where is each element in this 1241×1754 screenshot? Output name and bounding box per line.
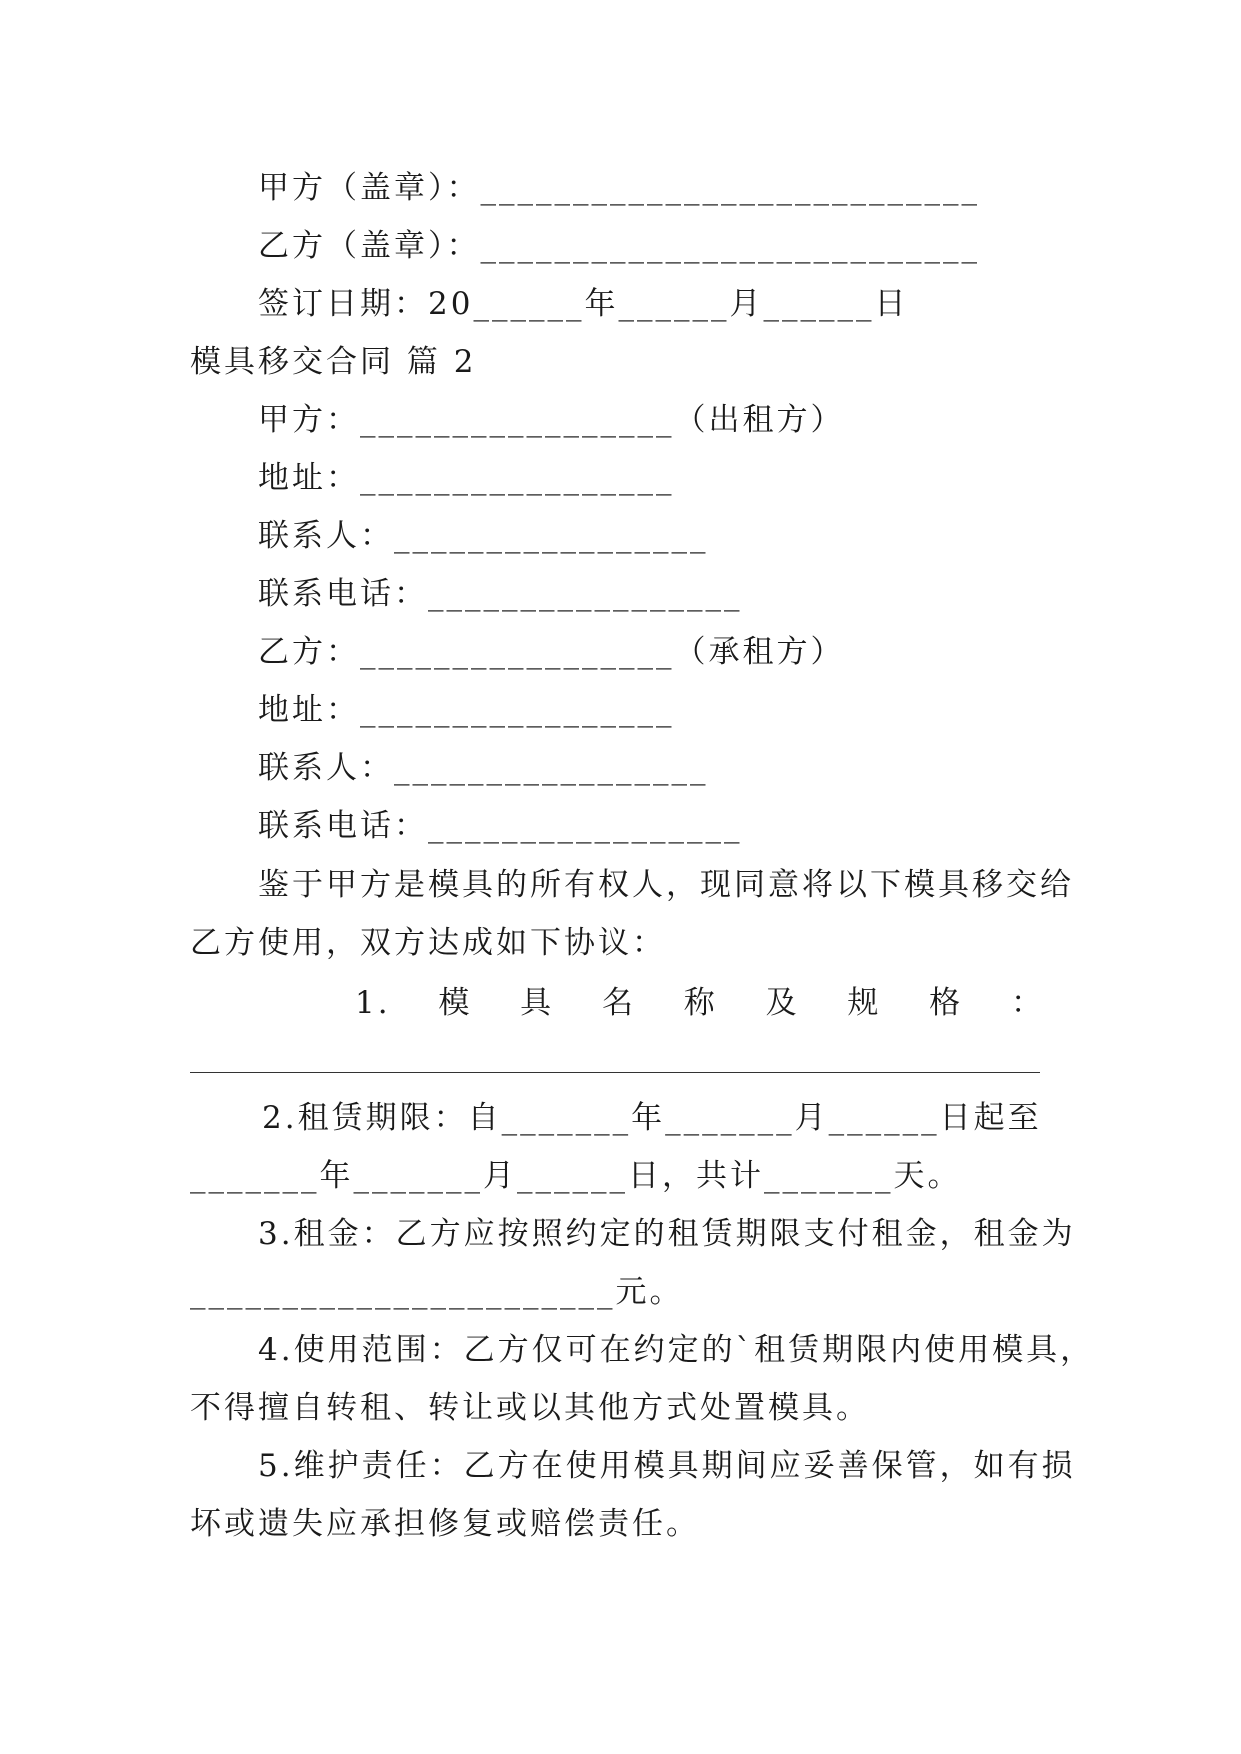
party-a-line: 甲方：_________________（出租方） (258, 402, 845, 438)
clause-1-char: 及 (765, 985, 800, 1021)
clause-4-line1: 4.使用范围：乙方仅可在约定的`租赁期限内使用模具， (258, 1332, 1095, 1368)
party-b-address: 地址：_________________ (258, 692, 675, 728)
clause-1-char: 称 (683, 985, 718, 1021)
clause-5-line1: 5.维护责任：乙方在使用模具期间应妥善保管，如有损 (258, 1448, 1076, 1484)
clause-5-line2: 坏或遗失应承担修复或赔偿责任。 (190, 1506, 700, 1542)
party-a-contact: 联系人：_________________ (258, 518, 709, 554)
party-b-contact: 联系人：_________________ (258, 750, 709, 786)
intro-paragraph-line2: 乙方使用，双方达成如下协议： (190, 925, 666, 961)
clause-3-line2: _______________________元。 (190, 1274, 684, 1310)
clause-1-char: 格 (929, 985, 964, 1021)
party-b-phone: 联系电话：_________________ (258, 808, 743, 844)
party-b-line: 乙方：_________________（承租方） (258, 634, 845, 670)
clause-1-char: 规 (847, 985, 882, 1021)
signature-party-b: 乙方（盖章）：___________________________ (258, 228, 980, 264)
clause-1-char: 模 (438, 985, 473, 1021)
clause-1-char: 名 (601, 985, 636, 1021)
clause-1-char: 具 (520, 985, 555, 1021)
clause-2-line2: _______年_______月______日，共计_______天。 (190, 1158, 962, 1194)
intro-paragraph-line1: 鉴于甲方是模具的所有权人，现同意将以下模具移交给 (258, 867, 1074, 903)
clause-1-blank-line (190, 1072, 1040, 1073)
clause-1-char: 1. (355, 985, 391, 1021)
signature-party-a: 甲方（盖章）：___________________________ (258, 170, 980, 206)
clause-1-char: ： (1010, 985, 1045, 1021)
section-title: 模具移交合同 篇 2 (190, 344, 477, 380)
party-a-address: 地址：_________________ (258, 460, 675, 496)
clause-2-line1: 2.租赁期限：自_______年_______月______日起至 (262, 1100, 1042, 1136)
signing-date: 签订日期：20______年______月______日 (258, 286, 909, 322)
clause-1-heading (355, 983, 1045, 1023)
clause-4-line2: 不得擅自转租、转让或以其他方式处置模具。 (190, 1390, 870, 1426)
clause-3-line1: 3.租金：乙方应按照约定的租赁期限支付租金，租金为 (258, 1216, 1076, 1252)
party-a-phone: 联系电话：_________________ (258, 576, 743, 612)
